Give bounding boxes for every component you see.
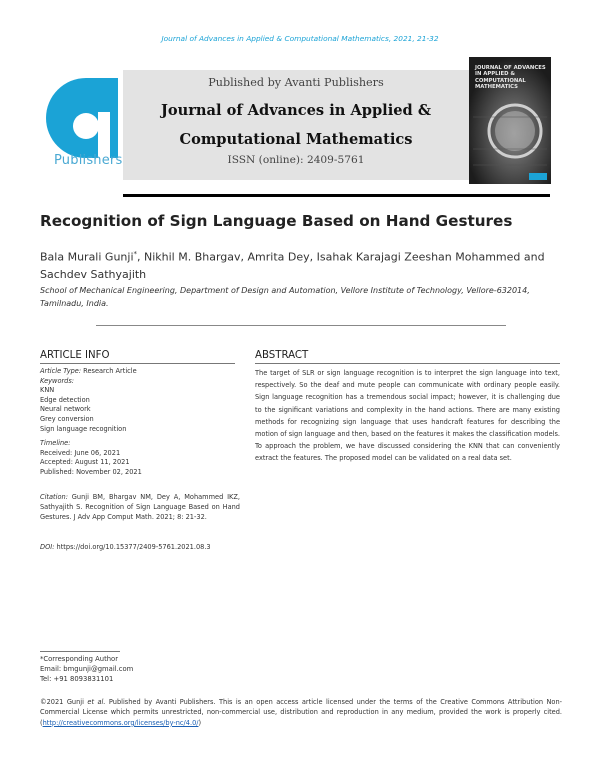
footnote-rule	[40, 651, 120, 652]
article-info	[40, 367, 240, 478]
timeline-published: Published: November 02, 2021	[40, 467, 142, 476]
doi-link[interactable]: https://doi.org/10.15377/2409-5761.2021.08.3	[54, 543, 211, 551]
published-by: Published by Avanti Publishers	[208, 76, 384, 89]
keyword: KNN	[40, 386, 55, 395]
affiliation-divider	[96, 325, 506, 326]
keyword: Grey conversion	[40, 414, 94, 423]
abstract-text: The target of SLR or sign language recognition is to interpret the sign language into text, respectively. So the deaf and mute people can communicate with ordinary people easily. Sign language recognition has a tremendous social impact; however, it is challenging due to the significant variations and complexity in the hand actions. There are many existing methods for recognizing sign language that uses handcraft features for describing the motion of sign language and then, based on the features it makes the classification models. To approach the problem, we have discussed considering the KNN that can conveniently extract the features. The proposed model can be validated on a real data set.	[255, 369, 560, 463]
journal-issn: ISSN (online): 2409-5761	[227, 154, 365, 166]
publisher-logo-word: Publishers	[54, 153, 123, 168]
other-authors: , Nikhil M. Bhargav, Amrita Dey, Isahak Karajagi Zeeshan Mohammed and Sachdev Sathyajith	[40, 250, 545, 281]
keywords-label: Keywords:	[40, 376, 75, 385]
doi: DOI: https://doi.org/10.15377/2409-5761.2021.08.3	[40, 543, 211, 551]
author-email: Email: bmgunji@gmail.com	[40, 665, 134, 674]
corresponding-author: *Corresponding Author Email: bmgunji@gmail.com Tel: +91 8093831101	[40, 655, 134, 684]
abstract-rule	[255, 363, 560, 364]
timeline-label: Timeline:	[40, 439, 71, 448]
abstract-heading: ABSTRACT	[255, 350, 309, 361]
keyword: Edge detection	[40, 395, 90, 404]
running-head: Journal of Advances in Applied & Computational Mathematics, 2021, 21-32	[161, 34, 439, 43]
journal-title	[123, 96, 469, 154]
license-link[interactable]: http://creativecommons.org/licenses/by-nc/4.0/	[42, 718, 199, 727]
journal-title-line2: Computational Mathematics	[179, 131, 413, 148]
keyword: Sign language recognition	[40, 424, 127, 433]
corresponding-mark: *	[133, 250, 137, 258]
citation: Citation: Gunji BM, Bhargav NM, Dey A, Mohammed IKZ, Sathyajith S. Recognition of Sign Language Based on Hand Gestures. J Adv App Comput Math. 2021; 8: 21-32.	[40, 493, 240, 522]
article-type: Article Type: Research Article	[40, 367, 137, 375]
keyword: Neural network	[40, 405, 91, 414]
cover-title: JOURNAL OF ADVANCES IN APPLIED & COMPUTATIONAL MATHEMATICS	[475, 65, 546, 91]
article-info-rule	[40, 363, 235, 364]
article-authors	[40, 246, 565, 283]
journal-banner	[123, 70, 469, 180]
author-affiliation: School of Mechanical Engineering, Department of Design and Automation, Vellore Institute of Technology, Vellore-632014, Tamilnadu, India.	[40, 286, 530, 308]
first-author: Bala Murali Gunji	[40, 250, 134, 264]
journal-title-line1: Journal of Advances in Applied &	[160, 102, 432, 119]
author-phone: Tel: +91 8093831101	[40, 675, 114, 684]
license-notice: ©2021 Gunji et al. Published by Avanti Publishers. This is an open access article licensed under the terms of the Creative Commons Attribution Non-Commercial License which permits unrestricted, non-commercial use, distribution and reproduction in any medium, provided the work is properly cited. (http://creativecommons.org/licenses/by-nc/4.0/)	[40, 698, 562, 727]
journal-cover-image	[469, 57, 551, 184]
article-title: Recognition of Sign Language Based on Hand Gestures	[40, 212, 513, 230]
header-divider	[123, 194, 550, 197]
timeline-accepted: Accepted: August 11, 2021	[40, 458, 130, 467]
article-info-heading: ARTICLE INFO	[40, 350, 110, 361]
timeline-received: Received: June 06, 2021	[40, 448, 121, 457]
